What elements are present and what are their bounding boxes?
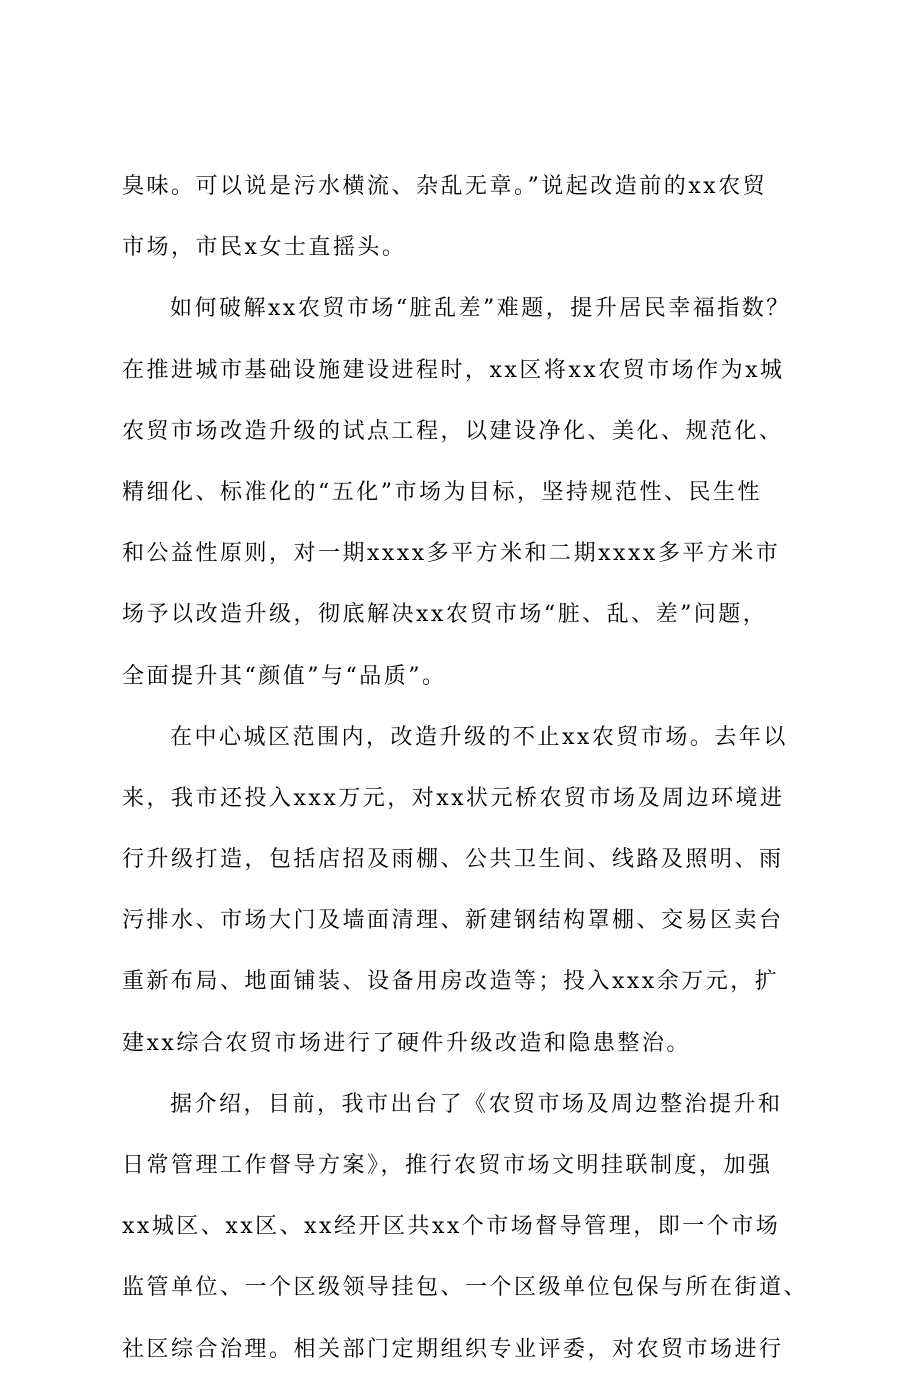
- text-line: 日常管理工作督导方案》，推行农贸市场文明挂联制度，加强: [122, 1153, 773, 1178]
- text-line: 精细化、标准化的“五化”市场为目标，坚持规范性、民生性: [122, 479, 762, 505]
- text-line: 全面提升其“颜值”与“品质”。: [122, 663, 447, 689]
- paragraph-1: [122, 156, 800, 278]
- paragraph-2: [122, 278, 800, 706]
- text-line: 据介绍，目前，我市出台了《农贸市场及周边整治提升和: [170, 1091, 783, 1117]
- text-line: 农贸市场改造升级的试点工程，以建设净化、美化、规范化、: [122, 418, 784, 444]
- text-line: 社区综合治理。相关部门定期组织专业评委，对农贸市场进行: [122, 1336, 784, 1362]
- paragraph-4: [122, 1074, 809, 1380]
- text-line: 污排水、市场大门及墙面清理、新建钢结构罩棚、交易区卖台: [122, 908, 784, 934]
- text-line: 在中心城区范围内，改造升级的不止xx农贸市场。去年以: [170, 724, 788, 750]
- paragraph-3: [122, 707, 800, 1074]
- document-page: [122, 156, 809, 1380]
- text-line: 行升级打造，包括店招及雨棚、公共卫生间、线路及照明、雨: [122, 847, 784, 873]
- text-line: xx城区、xx区、xx经开区共xx个市场督导管理，即一个市场: [122, 1214, 781, 1240]
- text-line: 监管单位、一个区级领导挂包、一个区级单位包保与所在街道、: [122, 1275, 809, 1301]
- text-line: 和公益性原则，对一期xxxx多平方米和二期xxxx多平方米市: [122, 541, 781, 567]
- text-line: 在推进城市基础设施建设进程时，xx区将xx农贸市场作为x城: [122, 357, 785, 383]
- text-line: 臭味。可以说是污水横流、杂乱无章。”说起改造前的xx农贸: [122, 174, 768, 199]
- text-line: 来，我市还投入xxx万元，对xx状元桥农贸市场及周边环境进: [122, 785, 785, 811]
- text-line: 场予以改造升级，彻底解决xx农贸市场“脏、乱、差”问题，: [122, 602, 768, 628]
- text-line: 建xx综合农贸市场进行了硬件升级改造和隐患整治。: [122, 1030, 691, 1056]
- text-line: 市场，市民x女士直摇头。: [122, 235, 407, 261]
- text-line: 如何破解xx农贸市场“脏乱差”难题，提升居民幸福指数？: [170, 296, 791, 322]
- text-line: 重新布局、地面铺装、设备用房改造等；投入xxx余万元，扩: [122, 969, 780, 995]
